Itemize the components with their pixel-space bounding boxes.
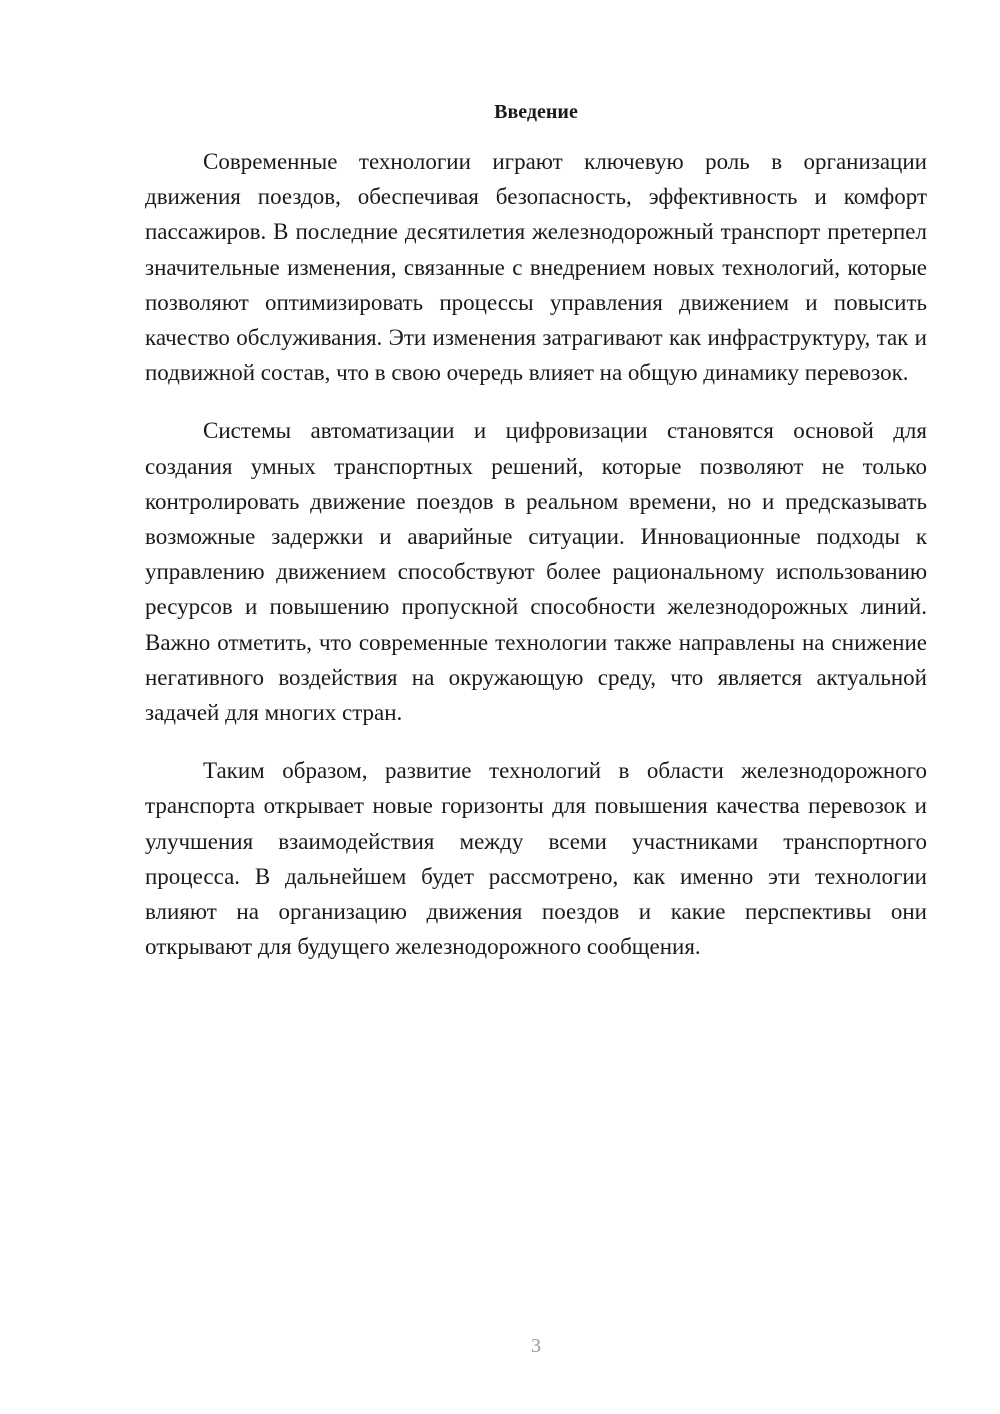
paragraph-3: Таким образом, развитие технологий в области железнодорожного транспорта открывает новые горизонты для повышения качества перевозок и улучшения взаимодействия между всеми участниками транспортного процесса. В дальнейшем будет рассмотрено, как именно эти технологии влияют на организацию движения поездов и какие перспективы они открывают для будущего железнодорожного сообщения. (145, 758, 927, 960)
paragraph-1: Современные технологии играют ключевую роль в организации движения поездов, обеспечивая безопасность, эффективность и комфорт пассажиров. В последние десятилетия железнодорожный транспорт претерпел значительные изменения, связанные с внедрением новых технологий, которые позволяют оптимизировать процессы управления движением и повысить качество обслуживания. Эти изменения затрагивают как инфраструктуру, так и подвижной состав, что в свою очередь влияет на общую динамику перевозок. (145, 149, 927, 386)
body-text (145, 144, 927, 987)
page-title: Введение (494, 101, 578, 123)
page-number: 3 (531, 1335, 541, 1357)
paragraph-2: Системы автоматизации и цифровизации становятся основой для создания умных транспортных решений, которые позволяют не только контролировать движение поездов в реальном времени, но и предсказывать возможные задержки и аварийные ситуации. Инновационные подходы к управлению движением способствуют более рациональному использованию ресурсов и повышению пропускной способности железнодорожных линий. Важно отметить, что современные технологии также направлены на снижение негативного воздействия на окружающую среду, что является актуальной задачей для многих стран. (145, 418, 927, 726)
